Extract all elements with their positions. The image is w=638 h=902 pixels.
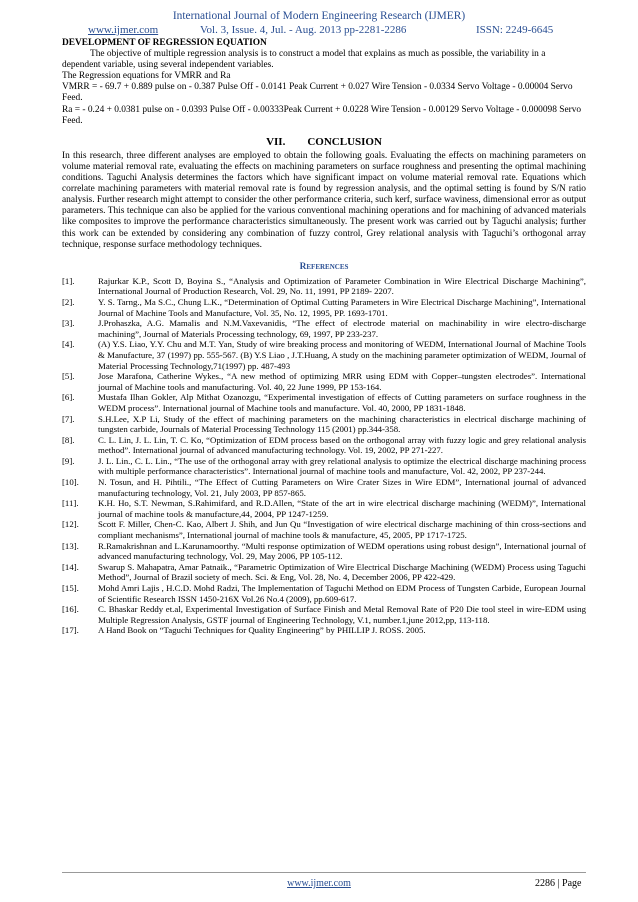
reference-text: Swarup S. Mahapatra, Amar Patnaik., “Parametric Optimization of Wire Electrical Discharge Machining (WEDM) Process using Taguchi Method”, Journal of Brazil society of mech. Sci. & Eng, Vol. 28, No. 4, December 2006, PP 422-429. [98,561,586,583]
reference-text: Scott F. Miller, Chen-C. Kao, Albert J. Shih, and Jun Qu “Investigation of wire electrical discharge machining of thin cross-sections and compliant mechanisms”, International journal of machine tools & manufacture, 45, 2005, PP 1717-1725. [98,519,586,541]
conclusion-number: VII. [266,135,286,148]
section-heading-conclusion [62,137,586,148]
volume-info: Vol. 3, Issue. 4, Jul. - Aug. 2013 pp-2281-2286 [200,24,407,36]
reference-number: [10]. [62,477,79,488]
reference-number: [14]. [62,561,79,572]
reference-number: [12]. [62,519,79,530]
reference-item [62,339,586,371]
reference-item [62,371,586,392]
reference-item [62,625,586,636]
reference-text: S.H.Lee, X.P Li, Study of the effect of machining parameters on the machining characteristics in electrical discharge machining of tungsten carbide, Journals of Material Processing Technology 115 (2001) pp.344-358. [98,413,586,435]
regression-eq-intro: The Regression equations for VMRR and Ra [62,71,231,82]
ra-equation: Ra = - 0.24 + 0.0381 pulse on - 0.0393 Pulse Off - 0.00333Peak Current + 0.0228 Wire Tension - 0.00129 Servo Voltage - 0.000098 Servo Feed. [62,104,582,126]
reference-item [62,414,586,435]
reference-item [62,276,586,297]
reference-item [62,583,586,604]
journal-title: International Journal of Modern Engineering Research (IJMER) [172,10,466,22]
reference-text: C. L. Lin, J. L. Lin, T. C. Ko, “Optimization of EDM process based on the orthogonal array with fuzzy logic and grey relational analysis method”. International journal of advanced manufacturing technology. Vol. 19, 2002, PP 271-227. [98,434,586,456]
reference-number: [11]. [62,498,79,509]
footer-url-link[interactable]: www.ijmer.com [287,878,351,889]
page-number: 2286 | Page [535,878,582,889]
reference-item [62,435,586,456]
reference-number: [1]. [62,275,75,286]
reference-number: [5]. [62,371,75,382]
reference-number: [17]. [62,625,79,636]
reference-item [62,456,586,477]
reference-item [62,519,586,540]
reference-text: C. Bhaskar Reddy et.al, Experimental Investigation of Surface Finish and Metal Removal Rate of P20 Die tool steel in wire-EDM using Multiple Regression Analysis, GSTF journal of Engineering Technology, V.1, number.1,june 2012,pp, 113-118. [98,604,586,625]
reference-number: [2]. [62,296,75,307]
issn: ISSN: 2249-6645 [476,24,554,36]
footer-divider [62,872,586,873]
reference-text: J. L. Lin., C. L. Lin., “The use of the orthogonal array with grey relational analysis to optimize the electrical discharge machining process with multiple performance characteristics”. International journal of machine tools and manufacture, Vol. 42, 2002, PP 237-244. [98,455,586,477]
reference-text: Mohd Amri Lajis , H.C.D. Mohd Radzi, The Implementation of Taguchi Method on EDM Process of Tungsten Carbide, European Journal of Scientific Research ISSN 1450-216X Vol.26 No.4 (2009), pp.609-617. [98,583,586,604]
reference-item [62,498,586,519]
reference-text: R.Ramakrishnan and L.Karunamoorthy. “Multi response optimization of WEDM operations using robust design”, International journal of advanced manufacturing technology, Vol. 29, May 2006, PP 105-112. [98,540,586,562]
journal-url-link[interactable]: www.ijmer.com [88,24,159,36]
reference-number: [7]. [62,413,75,424]
section-heading-regression: DEVELOPMENT OF REGRESSION EQUATION [62,38,267,48]
reference-text: Mustafa Ilhan Gokler, Alp Mithat Ozanozgu, “Experimental investigation of effects of Cutting parameters on surface roughness in the WEDM process”. International journal of Machine tools and manufacture. Vol. 40, 2000, PP 1831-1848. [98,392,586,413]
reference-number: [4]. [62,339,75,350]
reference-number: [16]. [62,604,79,615]
article-body [62,38,586,636]
reference-text: N. Tosun, and H. Pihtili., “The Effect of Cutting Parameters on Wire Crater Sizes in Wire EDM”, International journal of advanced manufacturing technology, Vol. 21, July 2003, PP 857-865. [98,477,586,498]
references-heading: References [299,261,349,272]
reference-item [62,318,586,339]
conclusion-paragraph: In this research, three different analyses are employed to obtain the following goals. Evaluating the effects on machining parameters on volume material removal rate, evaluating the effects on machining parameters on surface roughness and presenting the optimal machining conditions. Taguchi Analysis determines the factors which have significant impact on volume material removal rate. Equations which correlate machining parameters with material removal rate is found by regression analysis, and the optimal setting is found by S/N ratio analysis. Further research might attempt to consider the other performance criteria, such kerf, surface waviness, dimensional error as output parameters. This technique can also be applied for the various conventional machining operations and for machining of advanced materials like composites to improve the performance characteristics simultaneously. The present work was carried out by Taguchi analysis; further this work can be extended by considering any combination of fuzzy control, Grey relational analysis with Taguchi’s orthogonal array technique, response surface methodology techniques. [62,150,586,250]
reference-item [62,604,586,625]
reference-number: [6]. [62,392,75,403]
reference-list [62,276,586,636]
reference-text: K.H. Ho, S.T. Newman, S.Rahimifard, and R.D.Allen, “State of the art in wire electrical discharge machining (WEDM)”, International journal of machine tools & manufacture,44, 2004, PP 1247-1259. [98,498,586,519]
reference-text: Jose Marafona, Catherine Wykes., “A new method of optimizing MRR using EDM with Copper–tungsten electrodes”. International journal of Machine tools and manufacturing. Vol. 40, 22 June 1999, PP 153-164. [98,371,586,392]
regression-paragraph: The objective of multiple regression analysis is to construct a model that explains as much as possible, the variability in a dependent variable, using several independent variables. [62,49,546,71]
reference-item [62,477,586,498]
reference-text: Rajurkar K.P., Scott D, Boyina S., “Analysis and Optimization of Parameter Combination in Wire Electrical Discharge Machining”, International Journal of Production Research, Vol. 29, No. 11, 1991, PP 2189- 2207. [98,275,586,297]
reference-number: [8]. [62,434,75,445]
reference-item [62,392,586,413]
reference-text: A Hand Book on “Taguchi Techniques for Quality Engineering” by PHILLIP J. ROSS. 2005. [98,625,426,636]
reference-text: J.Prohaszka, A.G. Mamalis and N.M.Vaxevanidis, “The effect of electrode material on machinability in wire electro-discharge machining”, Journal of Materials Processing technology, 69, 1997, PP 233-237. [98,318,586,339]
reference-item [62,541,586,562]
reference-number: [13]. [62,540,79,551]
reference-number: [9]. [62,455,75,466]
conclusion-title: CONCLUSION [307,135,382,148]
reference-item [62,562,586,583]
vmrr-equation: VMRR = - 69.7 + 0.889 pulse on - 0.387 Pulse Off - 0.0141 Peak Current + 0.027 Wire Tension - 0.0334 Servo Voltage - 0.00004 Servo Feed. [62,82,573,104]
reference-text: Y. S. Tarng., Ma S.C., Chung L.K., “Determination of Optimal Cutting Parameters in Wire Electrical Discharge Machining”, International Journal of Machine Tools and Manufacture, Vol. 35, No. 12, 1995, PP. 1693-1701. [98,296,586,318]
reference-number: [15]. [62,583,79,593]
reference-number: [3]. [62,318,75,329]
reference-text: (A) Y.S. Liao, Y.Y. Chu and M.T. Yan, Study of wire breaking process and monitoring of WEDM, International Journal of Machine Tools & Manufacture, 37 (1997) pp. 555-567. (B) Y.S Liao , J.T.Huang, A study on the machining parameter optimization of WEDM, Journal of Material Processing Technology,71(1997) pp. 487-493 [98,339,586,371]
reference-item [62,297,586,318]
